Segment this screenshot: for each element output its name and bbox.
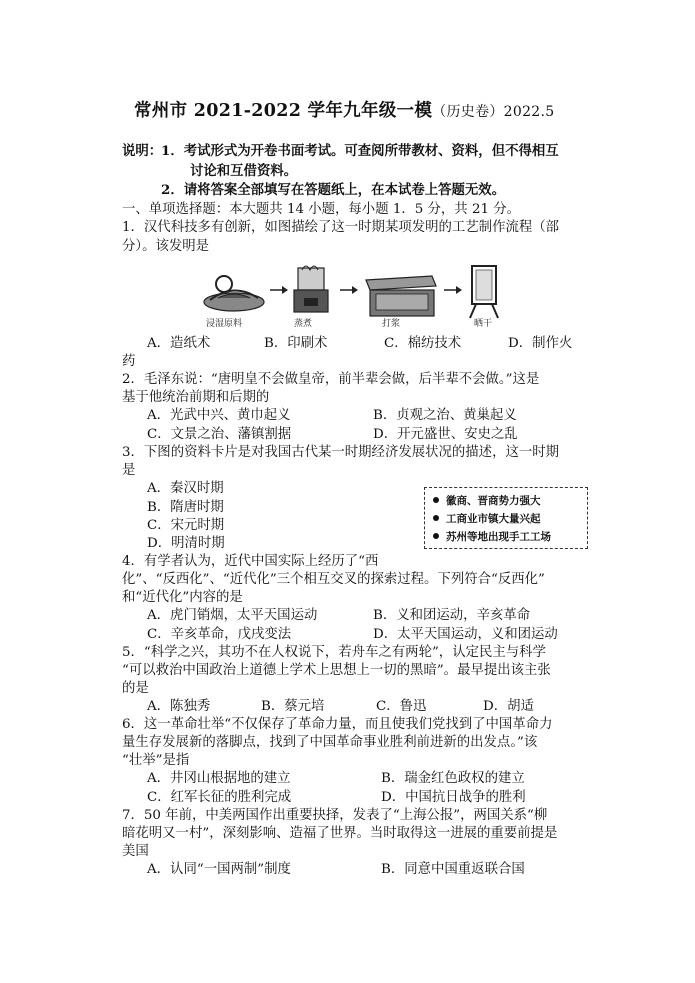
note-line-1b: 讨论和互借资料。 [190, 163, 298, 179]
arrow-icon [444, 286, 462, 294]
q4-stem-2: 化”、“反西化”、“近代化”三个相互交叉的探索过程。下列符合“反西化” [122, 572, 545, 587]
note-line-1a: 1．考试形式为开卷书面考试。可查阅所带教材、资料，但不得相互 [161, 143, 559, 159]
drying-frame-icon [470, 266, 498, 318]
q3-option-b: B．隋唐时期 [147, 500, 224, 515]
q5-option-c: C．鲁迅 [376, 699, 427, 714]
q1-option-d: D．制作火 [508, 336, 573, 351]
q3-option-a: A．秦汉时期 [147, 481, 224, 496]
q1-stem-2: 分）。该发明是 [122, 239, 210, 254]
step-label-3: 打浆 [382, 319, 401, 329]
title-main: 常州市 2021-2022 学年九年级一模 [134, 101, 433, 121]
q5-option-b: B．蔡元培 [261, 699, 325, 714]
q6-option-c: C．红军长征的胜利完成 [147, 790, 292, 805]
title-subject: （历史卷）2022.5 [432, 104, 555, 120]
q2-option-a: A．光武中兴、黄巾起义 [147, 408, 291, 423]
bullet-icon [433, 533, 439, 539]
notes-label: 说明： [122, 143, 163, 159]
arrow-icon [270, 286, 288, 294]
q2-stem-1: 2．毛泽东说：“唐明皇不会做皇帝，前半辈会做，后半辈不会做。”这是 [122, 372, 540, 387]
q7-stem-2: 暗花明又一村”，深刻影响、造福了世界。当时取得这一进展的重要前提是 [122, 826, 558, 841]
q4-option-c: C．辛亥革命，戊戌变法 [147, 627, 292, 642]
q1-option-a: A．造纸术 [147, 336, 211, 351]
step-label-4: 晒干 [474, 319, 493, 329]
q5-stem-2: “可以救治中国政治上道德上学术上思想上一切的黑暗”。最早提出该主张 [122, 663, 551, 678]
bullet-icon [433, 515, 439, 521]
q1-option-c: C．棉纺技术 [384, 336, 462, 351]
section-heading: 一、单项选择题：本大题共 14 小题，每小题 1．5 分，共 21 分。 [122, 202, 521, 217]
q5-stem-1: 5．“科学之兴，其功不在人权说下，若舟车之有两轮”，认定民主与科学 [122, 645, 546, 660]
pulping-vat-icon [366, 276, 436, 316]
arrow-icon [340, 286, 358, 294]
q4-option-b: B．义和团运动，辛亥革命 [373, 608, 531, 623]
steaming-stove-icon [294, 266, 328, 312]
q2-option-d: D．开元盛世、安史之乱 [373, 427, 518, 442]
page-title [134, 97, 554, 122]
q4-stem-3: 和“近代化”内容的是 [122, 590, 243, 605]
q1-option-d-tail: 药 [122, 354, 136, 369]
card-row: 徽商、晋商势力强大 [433, 493, 541, 508]
bullet-icon [433, 497, 439, 503]
q2-option-b: B．贞观之治、黄巢起义 [373, 408, 517, 423]
q6-option-a: A．井冈山根据地的建立 [147, 771, 291, 786]
q6-stem-3: “壮举”是指 [122, 753, 190, 768]
q3-stem-1: 3．下图的资料卡片是对我国古代某一时期经济发展状况的描述，这一时期 [122, 445, 560, 460]
info-card [424, 487, 588, 549]
card-row: 工商业市镇大量兴起 [433, 511, 541, 526]
note-line-2: 2．请将答案全部填写在答题纸上，在本试卷上答题无效。 [161, 182, 506, 198]
card-row: 苏州等地出现手工工场 [433, 529, 551, 544]
q6-stem-1: 6．这一革命壮举“不仅保存了革命力量，而且使我们党找到了中国革命力 [122, 717, 553, 732]
q4-stem-1: 4．有学者认为，近代中国实际上经历了“西 [122, 554, 379, 569]
q3-option-c: C．宋元时期 [147, 518, 225, 533]
q6-option-d: D．中国抗日战争的胜利 [381, 790, 526, 805]
q4-option-a: A．虎门销烟，太平天国运动 [147, 608, 318, 623]
q5-stem-3: 的是 [122, 681, 149, 696]
q7-stem-1: 7．50 年前，中美两国作出重要抉择，发表了“上海公报”，两国关系“柳 [122, 808, 548, 823]
q7-option-b: B．同意中国重返联合国 [381, 862, 525, 877]
q3-option-d: D．明清时期 [147, 536, 225, 551]
soaking-materials-icon [204, 276, 264, 311]
step-label-1: 浸湿原料 [206, 319, 243, 329]
q7-option-a: A．认同“一国两制”制度 [147, 862, 291, 877]
q4-option-d: D．太平天国运动，义和团运动 [373, 627, 558, 642]
step-label-2: 蒸煮 [294, 319, 313, 329]
q6-stem-2: 量生存发展新的落脚点，找到了中国革命事业胜利前进新的出发点。”该 [122, 735, 538, 750]
q3-stem-2: 是 [122, 463, 136, 478]
q5-option-d: D．胡适 [483, 699, 534, 714]
q2-option-c: C．文景之治、藩镇割据 [147, 427, 292, 442]
q1-option-b: B．印刷术 [264, 336, 328, 351]
q6-option-b: B．瑞金红色政权的建立 [381, 771, 525, 786]
process-figure [200, 260, 510, 330]
q1-stem-1: 1．汉代科技多有创新，如图描绘了这一时期某项发明的工艺制作流程（部 [122, 220, 560, 235]
q5-option-a: A．陈独秀 [147, 699, 211, 714]
q7-stem-3: 美国 [122, 844, 149, 859]
q2-stem-2: 基于他统治前期和后期的 [122, 390, 270, 405]
